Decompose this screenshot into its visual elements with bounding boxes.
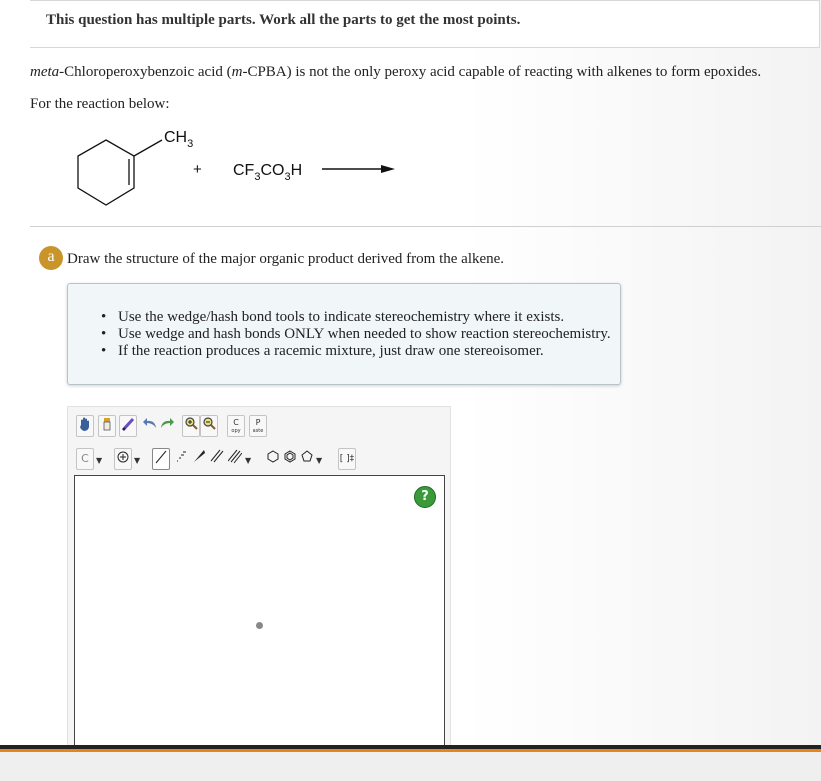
hash-bond-icon [174,448,188,464]
cyclohexane-icon [266,448,280,464]
wedge-bond-button[interactable] [190,448,208,470]
atom-dropdown-arrow[interactable]: ▼ [96,456,103,465]
pencil-icon [121,416,135,432]
intro-text-2: -CPBA) is not the only peroxy acid capable of reacting with alkenes to form epoxides. [242,64,762,80]
copy-label-bottom: opy [231,428,241,434]
notice-text: This question has multiple parts. Work all the parts to get the most points. [46,12,521,28]
help-icon[interactable]: ? [414,486,436,508]
meta-italic: meta [30,64,60,80]
zoom-in-icon [184,416,198,430]
double-bond-button[interactable] [208,448,226,470]
section-divider [30,226,821,227]
instruction-item: • If the reaction produces a racemic mixture, just draw one stereoisomer. [118,343,611,360]
ring-dropdown-arrow[interactable]: ▼ [316,456,323,465]
reaction-label: For the reaction below: [30,96,170,112]
hash-bond-button[interactable] [172,448,190,470]
atom-selector[interactable]: C [76,448,94,470]
triple-bond-icon [228,448,242,464]
benzene-button[interactable] [281,448,299,470]
canvas-center-dot [256,622,263,629]
double-bond-icon [210,448,224,464]
triple-bond-button[interactable] [226,448,244,470]
reagent-formula: $CF_3CO_3H$ [233,162,303,183]
paste-button[interactable] [249,415,267,437]
reaction-scheme [75,128,396,207]
instructions-box [67,283,621,385]
zoom-in-button[interactable] [182,415,200,437]
paste-label-bottom: aste [252,428,264,434]
copy-button[interactable] [227,415,245,437]
methylcyclohexene-structure [78,140,162,205]
undo-icon [142,415,158,431]
charge-bracket-button[interactable]: [ ]‡ [338,448,356,470]
m-italic: m [231,64,243,80]
hand-icon [78,416,92,432]
plus-circle-icon [117,451,129,463]
instruction-item: • Use the wedge/hash bond tools to indicate stereochemistry where it exists. [118,309,611,326]
question-intro [30,64,761,81]
cyclopentane-icon [300,448,314,464]
reaction-svg [75,128,396,207]
copy-label-top: C [233,418,239,427]
zoom-out-button[interactable] [200,415,218,437]
undo-button[interactable] [141,415,159,437]
bond-dropdown-arrow[interactable]: ▼ [245,456,252,465]
redo-button[interactable] [158,415,176,437]
cyclohexane-button[interactable] [264,448,282,470]
part-a-badge: a [39,246,63,270]
instruction-item: • Use wedge and hash bonds ONLY when needed to show reaction stereochemistry. [118,326,611,343]
plus-sign: + [193,161,202,178]
charge-button[interactable] [114,448,132,470]
charge-dropdown-arrow[interactable]: ▼ [134,456,141,465]
pencil-button[interactable] [119,415,137,437]
paste-label-top: P [255,418,261,427]
eraser-button[interactable] [98,415,116,437]
reaction-arrow [322,165,395,173]
methyl-label: $CH_3$ [164,129,194,150]
zoom-out-icon [202,416,216,430]
drawing-canvas[interactable] [74,475,445,745]
multipart-notice [30,0,820,48]
benzene-icon [283,448,297,464]
part-a-prompt: Draw the structure of the major organic product derived from the alkene. [67,251,505,267]
eraser-icon [101,416,113,432]
footer-area [0,752,821,781]
wedge-bond-icon [192,448,206,464]
single-bond-icon [154,449,168,465]
instructions-list [118,309,611,360]
hand-tool-button[interactable] [76,415,94,437]
redo-icon [159,415,175,431]
cyclopentane-button[interactable] [298,448,316,470]
single-bond-button[interactable] [152,448,170,470]
intro-text-1: -Chloroperoxybenzoic acid ( [59,64,232,80]
